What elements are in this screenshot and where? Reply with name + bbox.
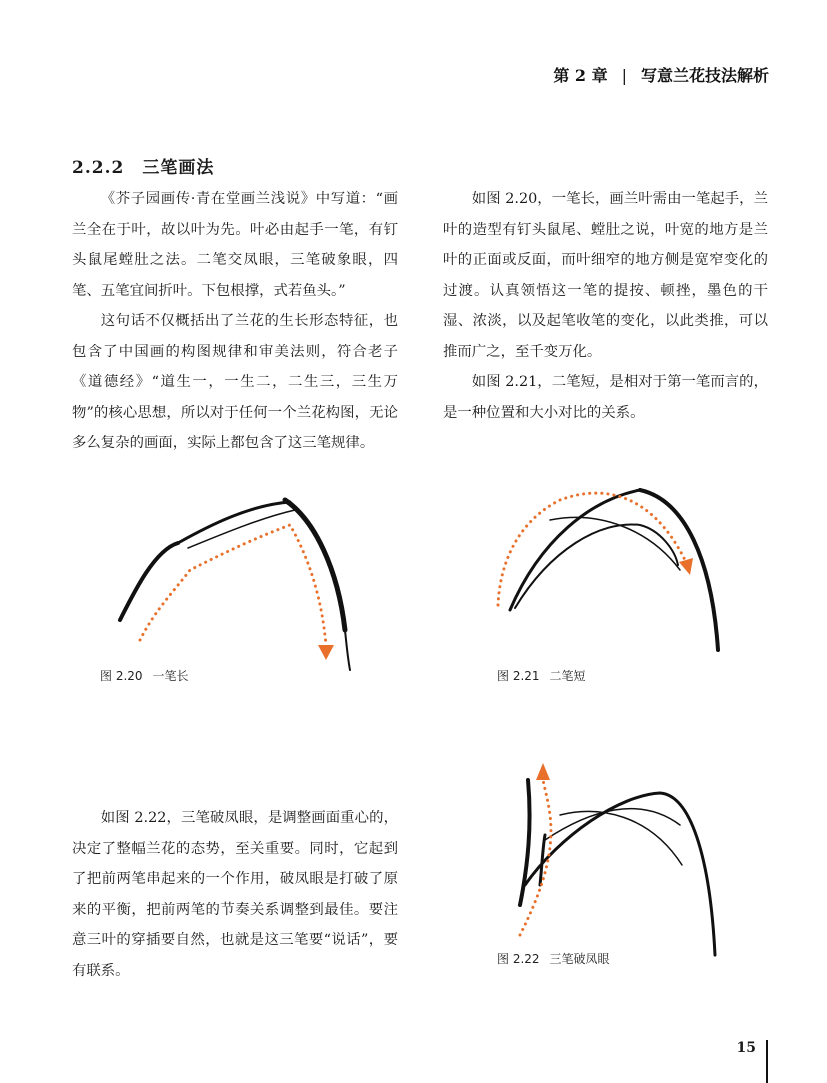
header-chapter: 第 2 章 (553, 66, 608, 85)
figure-2-21-orchid-leaf-illustration (490, 480, 730, 680)
section-number: 2.2.2 (72, 158, 125, 178)
section-title: 三笔画法 (142, 158, 215, 178)
figure-2-20-caption (100, 667, 189, 684)
paragraph-right-1: 如图 2.20，一笔长，画兰叶需由一笔起手，兰叶的造型有钉头鼠尾、螳肚之说，叶宽的地方是兰叶的正面或反面，而叶细窄的地方侧是宽窄变化的过渡。认真领悟这一笔的提按、顿挫，墨色的干湿、浓淡，以及起笔收笔的变化，以此类推，可以推而广之，至千变万化。 (443, 191, 768, 360)
running-header (553, 63, 769, 86)
figure-2-20-title: 一笔长 (152, 669, 189, 683)
paragraph-left-1: 《芥子园画传·青在堂画兰浅说》中写道：“画兰全在于叶，故以叶为先。叶必由起手一笔，有钉头鼠尾螳肚之法。二笔交凤眼，三笔破象眼，四笔、五笔宜间折叶。下包根撑，式若鱼头。” (72, 191, 398, 299)
page-number-rule (766, 1040, 768, 1083)
figure-2-20-number: 图 2.20 (100, 669, 143, 683)
section-heading (72, 153, 214, 178)
page-number: 15 (736, 1040, 756, 1056)
figure-2-20-orchid-leaf-illustration (100, 480, 370, 680)
figure-2-22-brush-direction-arrow (520, 763, 551, 935)
figure-2-22-orchid-leaf-illustration (500, 755, 740, 970)
paragraph-right-2: 如图 2.21，二笔短，是相对于第一笔而言的，是一种位置和大小对比的关系。 (443, 374, 768, 421)
paragraph-bottom: 如图 2.22，三笔破凤眼，是调整画面重心的，决定了整幅兰花的态势，至关重要。同时，它起到了把前两笔串起来的一个作用，破凤眼是打破了原来的平衡，把前两笔的节奏关系调整到最佳。要注意三叶的穿插要自然，也就是这三笔要“说话”，要有联系。 (72, 810, 398, 979)
figure-2-21-number: 图 2.21 (497, 669, 540, 683)
header-separator: | (621, 66, 627, 85)
figure-2-22-title: 三笔破凤眼 (549, 952, 610, 966)
figure-2-22-number: 图 2.22 (497, 952, 540, 966)
figure-2-22-caption (497, 950, 610, 967)
figure-2-21-title: 二笔短 (549, 669, 586, 683)
figure-2-21-caption (497, 667, 586, 684)
paragraph-left-2: 这句话不仅概括出了兰花的生长形态特征，也包含了中国画的构图规律和审美法则，符合老子《道德经》“道生一，一生二，二生三，三生万物”的核心思想，所以对于任何一个兰花构图，无论多么复杂的画面，实际上都包含了这三笔规律。 (72, 313, 398, 451)
header-title: 写意兰花技法解析 (640, 66, 769, 85)
